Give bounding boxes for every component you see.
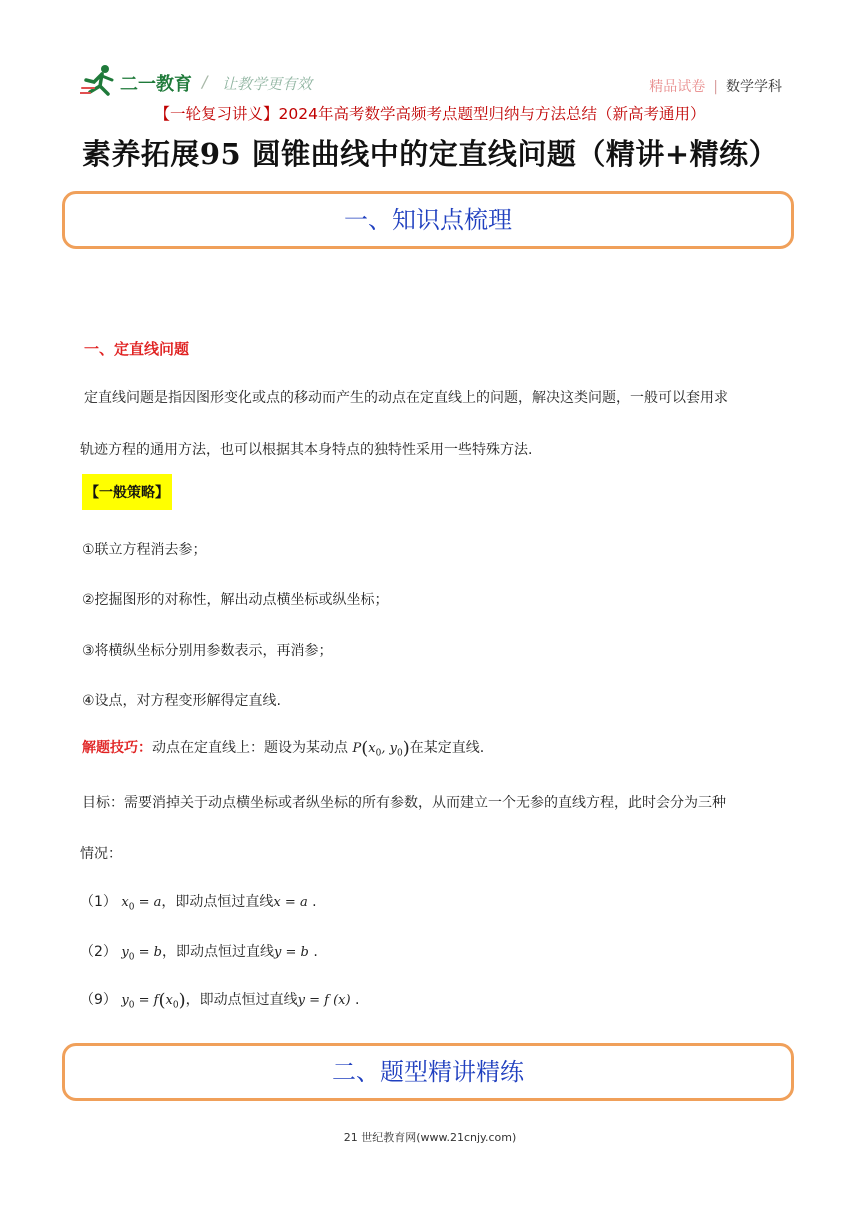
intro-line-1: 定直线问题是指因图形变化或点的移动而产生的动点在定直线上的问题，解决这类问题，一般可以套用求 (84, 390, 728, 406)
page-footer: 21 世纪教育网(www.21cnjy.com) (343, 1131, 517, 1144)
section-title-problems: 二、题型精讲精练 (332, 1058, 524, 1086)
brand-left: 精品试卷 (649, 79, 706, 95)
strategy-item-4: ④设点，对方程变形解得定直线. (82, 693, 282, 709)
document-subtitle: 【一轮复习讲义】2024年高考数学高频考点题型归纳与方法总结（新高考通用） (154, 105, 706, 123)
strategy-label: 【一般策略】 (82, 474, 172, 510)
logo-slash: / (202, 72, 208, 91)
case-3: （9） $y_0 = f(x_0)$，即动点恒过直线y = f (x) . (80, 990, 360, 1011)
brand-tag (649, 76, 782, 96)
tip-text-after: 在某定直线. (409, 740, 485, 756)
goal-line-2: 情况： (80, 846, 122, 862)
tip-text-before: 动点在定直线上：题设为某动点 (152, 740, 348, 756)
goal-line-1: 目标：需要消掉关于动点横坐标或者纵坐标的所有参数，从而建立一个无参的直线方程，此时会分为三种 (82, 795, 726, 811)
section-box-knowledge (62, 191, 794, 249)
runner-logo-icon (80, 64, 120, 98)
strategy-item-1: ①联立方程消去参； (82, 542, 207, 558)
logo (80, 64, 340, 98)
case-1: （1） $x_0 = a$，即动点恒过直线x = a . (80, 894, 317, 913)
logo-text: 二一教育 (120, 74, 192, 95)
section-title-knowledge: 一、知识点梳理 (344, 206, 512, 234)
brand-right: 数学学科 (726, 79, 782, 95)
case-2: （2） $y_0 = b$，即动点恒过直线y = b . (80, 944, 318, 963)
point-formula: $P(x_0$, $y_0$) (352, 738, 410, 759)
brand-separator: | (713, 79, 718, 95)
tip-label: 解题技巧： (82, 740, 152, 756)
strategy-item-2: ②挖掘图形的对称性，解出动点横坐标或纵坐标； (82, 592, 389, 608)
logo-slogan: 让教学更有效 (222, 75, 313, 93)
tip-line (82, 737, 484, 759)
intro-line-2: 轨迹方程的通用方法，也可以根据其本身特点的独特性采用一些特殊方法. (80, 442, 533, 458)
section-box-problems (62, 1043, 794, 1101)
heading-fixed-line-problem: 一、定直线问题 (84, 340, 190, 358)
document-title: 素养拓展95 圆锥曲线中的定直线问题（精讲+精练） (81, 137, 779, 171)
strategy-item-3: ③将横纵坐标分别用参数表示，再消参； (82, 643, 333, 659)
